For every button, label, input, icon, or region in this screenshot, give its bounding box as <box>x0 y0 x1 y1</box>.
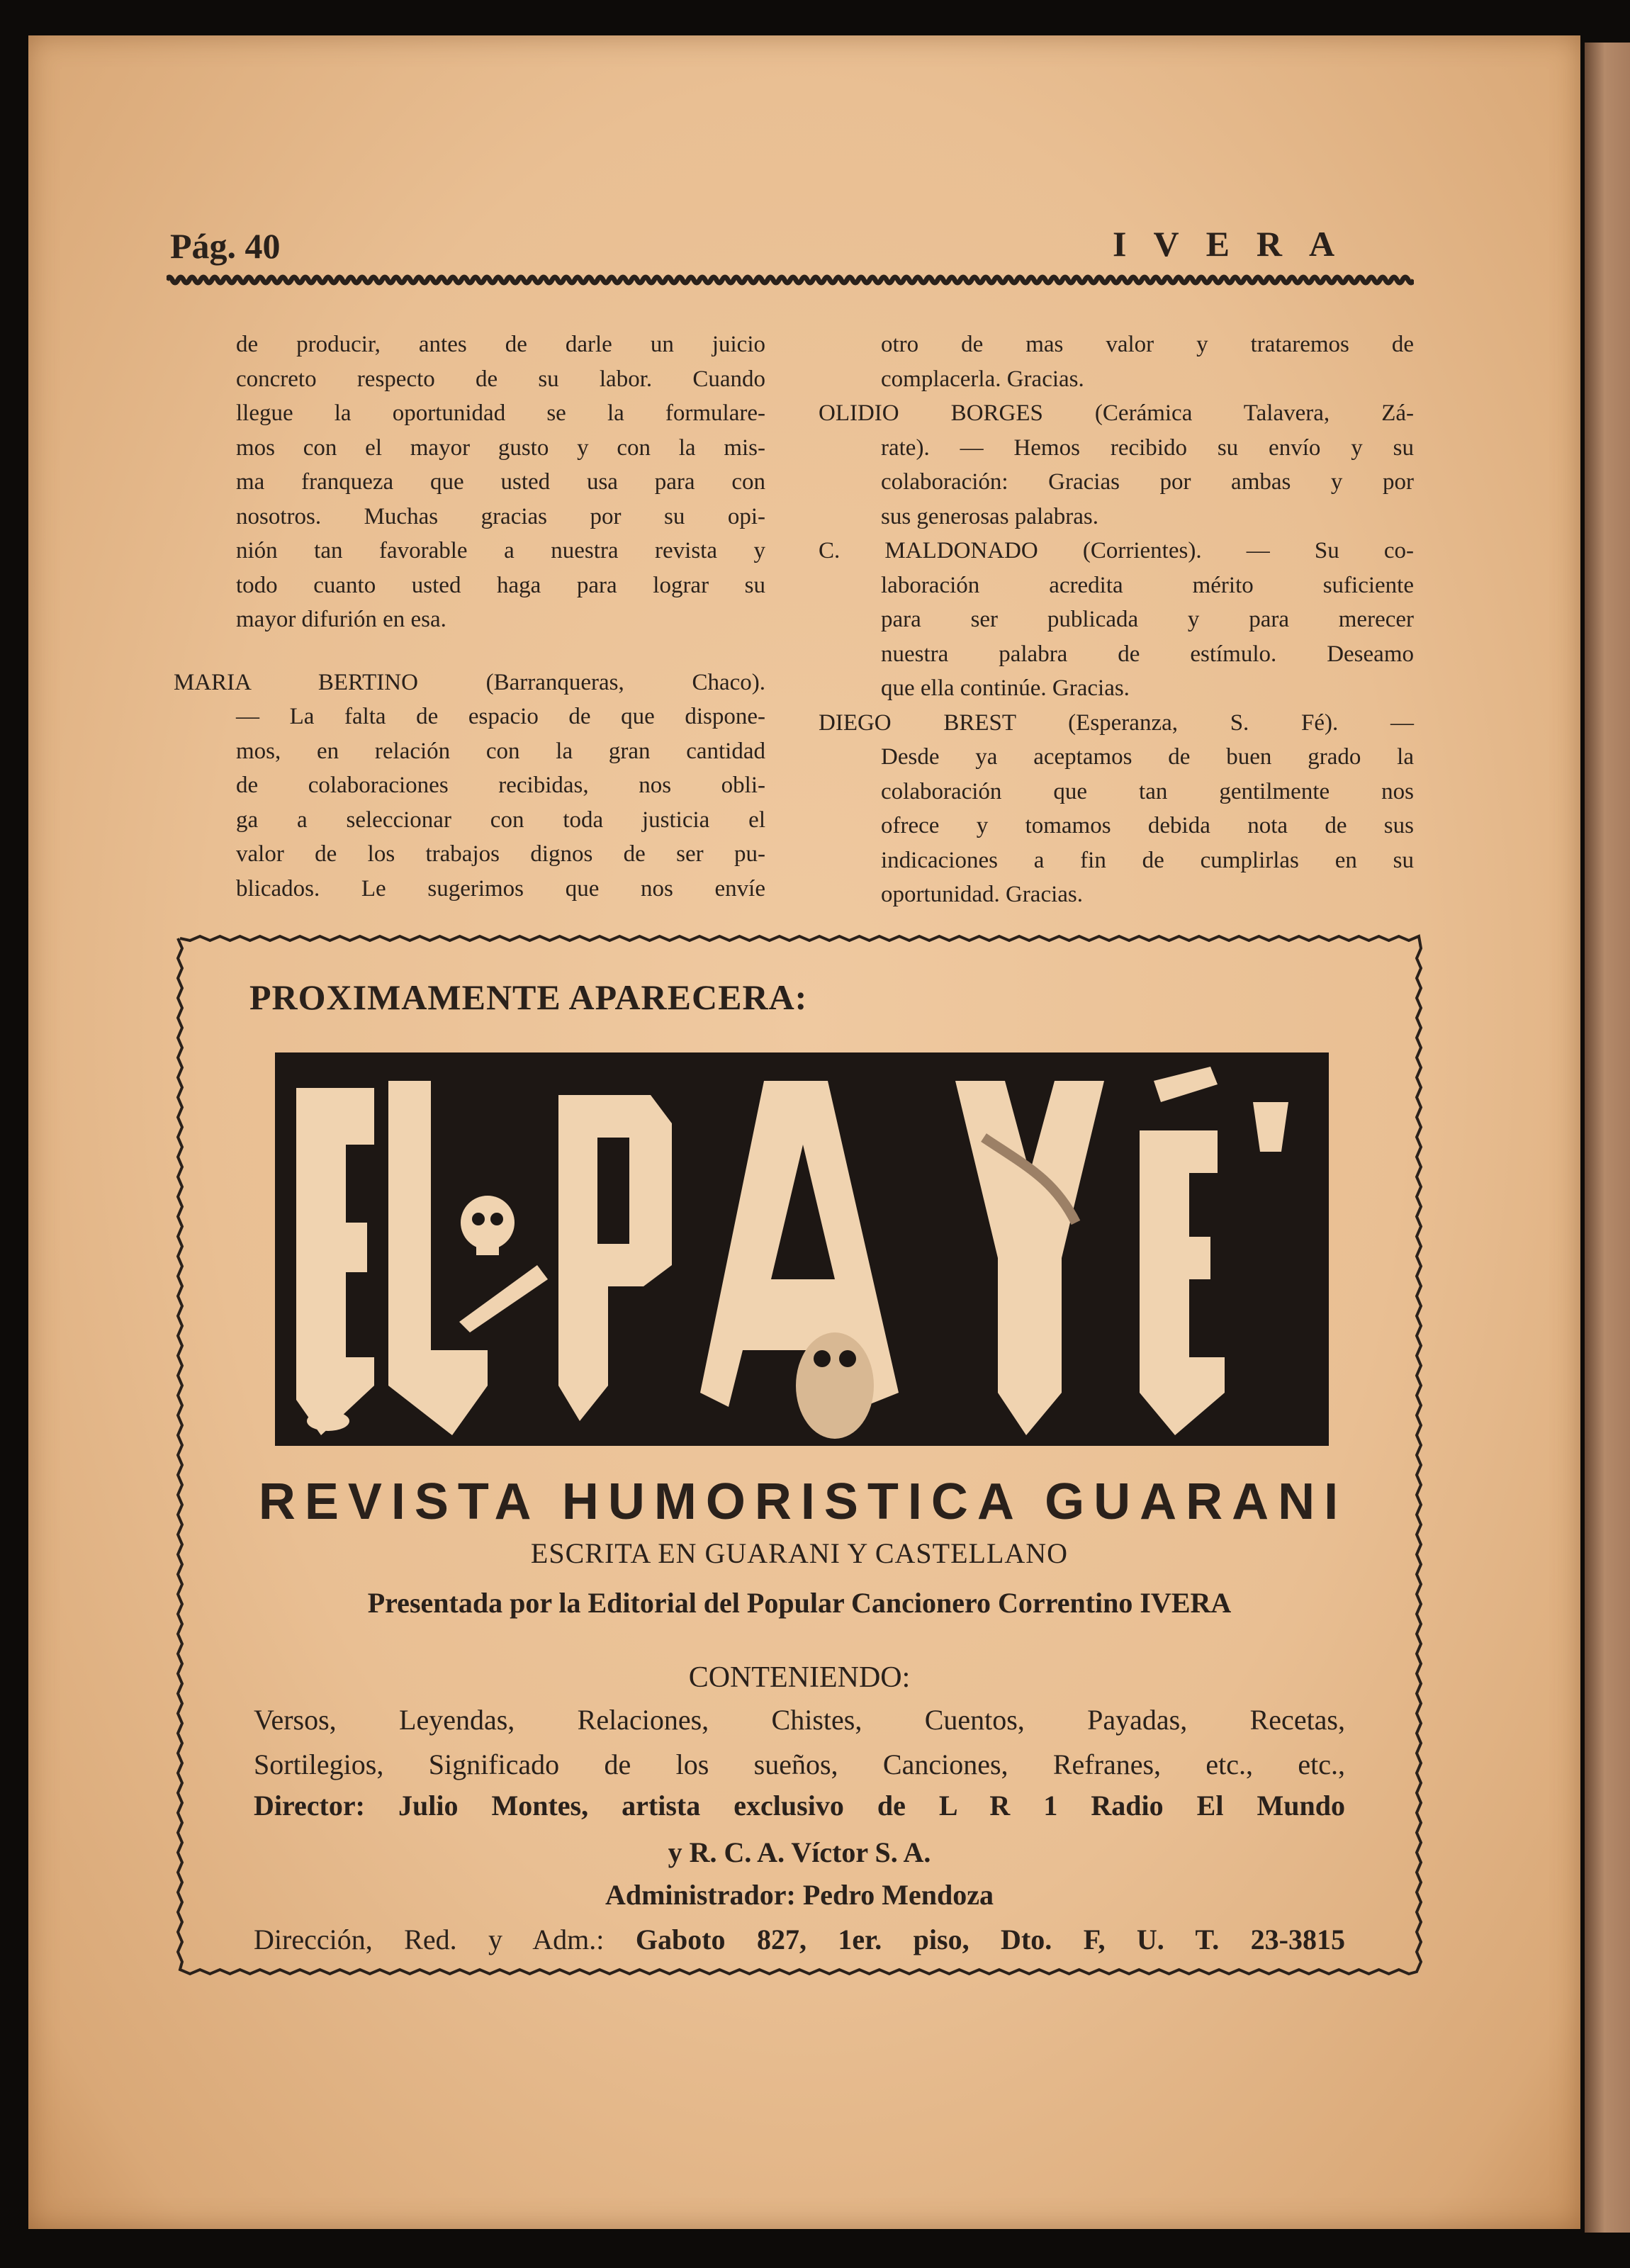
ad-presented-by: Presentada por la Editorial del Popular Cancionero Correntino IVERA <box>367 1587 1232 1619</box>
text-line: ofrece y tomamos debida nota de sus <box>881 813 1414 838</box>
address-value: Gaboto 827, 1er. piso, Dto. F, U. T. 23-3815 <box>635 1924 1345 1955</box>
magazine-name: IVERA <box>1113 224 1362 264</box>
director-line-1: Director: Julio Montes, artista exclusivo de L R 1 Radio El Mundo <box>254 1790 1345 1821</box>
text-line: complacerla. Gracias. <box>881 366 1084 392</box>
text-line: que ella continúe. Gracias. <box>881 675 1130 701</box>
text-line: concreto respecto de su labor. Cuando <box>236 366 765 392</box>
text-line: nión tan favorable a nuestra revista y <box>236 538 765 563</box>
text-line: OLIDIO BORGES (Cerámica Talavera, Zá- <box>819 400 1414 426</box>
text-line: blicados. Le sugerimos que nos envíe <box>236 875 765 902</box>
ad-subtitle: ESCRITA EN GUARANI Y CASTELLANO <box>530 1537 1069 1569</box>
contents-line-1: Versos, Leyendas, Relaciones, Chistes, Cuentos, Payadas, Recetas, <box>254 1704 1345 1736</box>
ad-title: REVISTA HUMORISTICA GUARANI <box>258 1473 1348 1530</box>
text-line: nuestra palabra de estímulo. Deseamo <box>881 641 1414 667</box>
text-line: de producir, antes de darle un juicio <box>236 332 765 357</box>
owl-icon <box>796 1332 874 1439</box>
text-line: ma franqueza que usted usa para con <box>236 469 765 495</box>
skull-icon <box>461 1196 515 1255</box>
header-wavy-rule <box>167 273 1414 287</box>
text-line: C. MALDONADO (Corrientes). — Su co- <box>819 538 1414 563</box>
text-line: llegue la oportunidad se la formulare- <box>236 400 765 426</box>
contents-line-2: Sortilegios, Significado de los sueños, Canciones, Refranes, etc., etc., <box>254 1748 1345 1780</box>
text-line: Desde ya aceptamos de buen grado la <box>881 744 1414 770</box>
text-line: mayor difurión en esa. <box>236 607 446 632</box>
adjacent-page-edge <box>1585 43 1630 2233</box>
text-line: DIEGO BREST (Esperanza, S. Fé). — <box>819 709 1414 736</box>
text-line: oportunidad. Gracias. <box>881 882 1083 907</box>
text-line: — La falta de espacio de que dispone- <box>236 704 765 729</box>
text-line: todo cuanto usted haga para lograr su <box>236 572 765 598</box>
advertisement-box <box>176 934 1423 1976</box>
director-line-2: y R. C. A. Víctor S. A. <box>668 1836 931 1868</box>
text-line: indicaciones a fin de cumplirlas en su <box>881 847 1414 873</box>
text-line: mos, en relación con la gran cantidad <box>236 738 765 764</box>
address <box>254 1923 1345 1956</box>
text-line: para ser publicada y para merecer <box>881 607 1414 632</box>
text-line: MARIA BERTINO (Barranqueras, Chaco). <box>174 669 765 695</box>
text-line: sus generosas palabras. <box>881 503 1098 529</box>
administrator: Administrador: Pedro Mendoza <box>605 1879 994 1911</box>
el-paye-logo <box>275 1052 1329 1446</box>
text-line: otro de mas valor y trataremos de <box>881 332 1414 357</box>
text-line: nosotros. Muchas gracias por su opi- <box>236 503 765 529</box>
contents-heading: CONTENIENDO: <box>688 1661 911 1694</box>
logo-lettering <box>275 1052 1329 1446</box>
text-line: colaboración: Gracias por ambas y por <box>881 469 1414 495</box>
text-line: rate). — Hemos recibido su envío y su <box>881 434 1414 461</box>
page-number: Pág. 40 <box>170 226 281 266</box>
ad-kicker: PROXIMAMENTE APARECERA: <box>249 977 808 1017</box>
right-column <box>819 327 1414 912</box>
text-line: ga a seleccionar con toda justicia el <box>236 807 765 833</box>
frog-icon <box>307 1411 349 1431</box>
text-line: valor de los trabajos dignos de ser pu- <box>236 841 765 867</box>
address-label: Dirección, Red. y Adm.: <box>254 1924 605 1955</box>
text-line: laboración acredita mérito suficiente <box>881 572 1414 598</box>
knife-icon <box>459 1265 548 1332</box>
paragraph-gap <box>174 637 765 666</box>
text-line: de colaboraciones recibidas, nos obli- <box>236 773 765 798</box>
left-column <box>174 327 765 906</box>
text-line: mos con el mayor gusto y con la mis- <box>236 434 765 461</box>
text-line: colaboración que tan gentilmente nos <box>881 778 1414 804</box>
